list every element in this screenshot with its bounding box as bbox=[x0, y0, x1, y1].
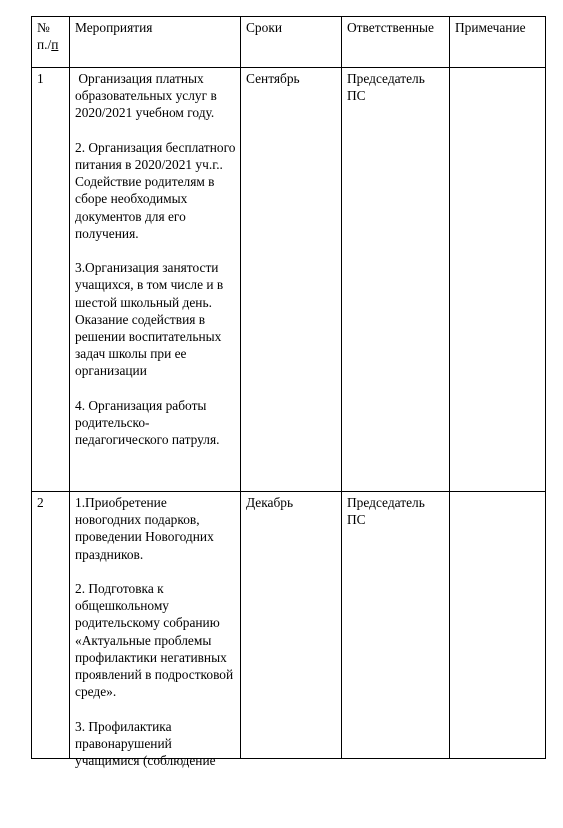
table-row bbox=[32, 492, 546, 759]
activity-item: 2. Организация бесплатного питания в 2020/2021 уч.г.. Содействие родителям в сборе необходимых документов для его получения. bbox=[75, 139, 236, 241]
activities-table bbox=[31, 16, 546, 769]
table-row bbox=[32, 68, 546, 492]
header-number-line2: п./п bbox=[37, 37, 59, 53]
table-header-row bbox=[32, 17, 546, 68]
row-activities bbox=[70, 492, 241, 769]
row-number: 1 bbox=[32, 68, 70, 492]
row-activities bbox=[70, 68, 241, 492]
row-responsible: Председатель ПС bbox=[342, 492, 450, 759]
activity-item: 2. Подготовка к общешкольному родительскому собранию «Актуальные проблемы профилактики негативных проявлений в подростковой среде». bbox=[75, 581, 234, 700]
activity-item: 4. Организация работы родительско-педагогического патруля. bbox=[75, 397, 220, 448]
header-number bbox=[32, 17, 70, 68]
activity-item: 3.Организация занятости учащихся, в том числе и в шестой школьный день. Оказание содействия в решении воспитательных задач школы при ее организации bbox=[75, 260, 224, 379]
header-responsible: Ответственные bbox=[342, 17, 450, 68]
row-deadline: Декабрь bbox=[241, 492, 342, 759]
activity-item: 1.Приобретение новогодних подарков, проведении Новогодних праздников. bbox=[75, 495, 214, 562]
row-deadline: Сентябрь bbox=[241, 68, 342, 492]
activity-item: 3. Профилактика правонарушений учащимися (соблюдение bbox=[75, 718, 216, 769]
row-note bbox=[450, 68, 546, 492]
header-number-line1: № bbox=[37, 20, 50, 35]
row-note bbox=[450, 492, 546, 759]
activity-item: Организация платных образовательных услуг в 2020/2021 учебном году. bbox=[75, 71, 221, 121]
row-number: 2 bbox=[32, 492, 70, 759]
header-deadline: Сроки bbox=[241, 17, 342, 68]
header-note: Примечание bbox=[450, 17, 546, 68]
header-activities: Мероприятия bbox=[70, 17, 241, 68]
row-responsible: Председатель ПС bbox=[342, 68, 450, 492]
